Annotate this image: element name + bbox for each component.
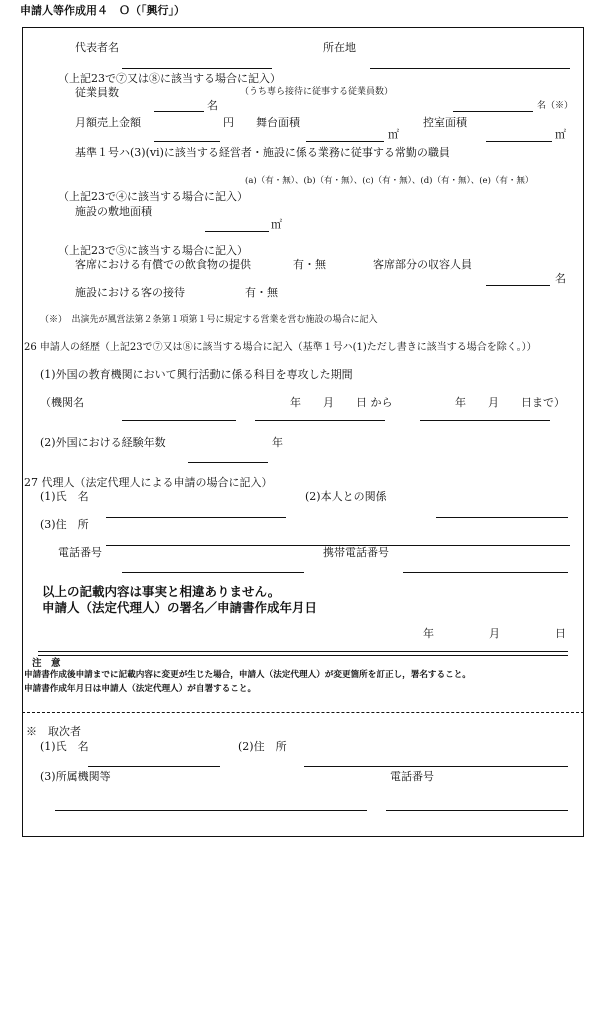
sales-label: 月額売上金額 (75, 116, 141, 129)
institution-field[interactable] (122, 420, 236, 421)
mobile-field[interactable] (403, 572, 568, 573)
phone-field[interactable] (122, 572, 304, 573)
relation-field[interactable] (436, 517, 568, 518)
employees-label: 従業員数 (75, 86, 119, 99)
sec26-heading: 26 申請人の経歴（上記23で⑦又は⑧に該当する場合に記入（基準１号ハ(1)ただし書きに該当する場合を除く。）） (24, 342, 537, 353)
intermediary-address-field[interactable] (304, 766, 568, 767)
phone-label: 電話番号 (58, 546, 102, 559)
sec78-heading: （上記23で⑦又は⑧に該当する場合に記入） (58, 72, 281, 85)
food-label: 客席における有償での飲食物の提供 (75, 258, 251, 271)
declaration-line1: 以上の記載内容は事実と相違ありません。 (42, 584, 281, 599)
period-from-label: 年 月 日 から (290, 396, 393, 409)
intermediary-org-label: (3)所属機関等 (40, 770, 111, 783)
rep-address-field[interactable] (370, 68, 570, 69)
notice-line1: 申請書作成後申請までに記載内容に変更が生じた場合，申請人（法定代理人）が変更箇所を訂正し，署名すること。 (24, 670, 471, 680)
intermediary-name-field[interactable] (88, 766, 220, 767)
sec5-heading: （上記23で⑤に該当する場合に記入） (58, 244, 248, 257)
agent-name-label: (1)氏 名 (40, 490, 89, 503)
staff-options[interactable]: (a)（有・無）、(b)（有・無）、(c)（有・無）、(d)（有・無）、(e)（有・無） (245, 176, 534, 186)
hosting-employees-field[interactable] (453, 111, 533, 112)
education-label: (1)外国の教育機関において興行活動に係る科目を専攻した期間 (40, 368, 353, 381)
note-star: （※） 出演先が風営法第２条第１項第１号に規定する営業を営む施設の場合に記入 (40, 315, 378, 325)
intermediary-mark: ※ 取次者 (26, 725, 81, 738)
sales-unit: 円 (223, 116, 234, 129)
rep-name-field[interactable] (122, 68, 272, 69)
seats-unit: 名 (555, 272, 566, 285)
relation-label: (2)本人との関係 (305, 490, 387, 503)
period-from-field[interactable] (255, 420, 385, 421)
stage-unit: ㎡ (388, 128, 399, 141)
intermediary-phone-label: 電話番号 (390, 770, 434, 783)
divider (22, 712, 584, 713)
hosting-label: 施設における客の接待 (75, 286, 185, 299)
experience-field[interactable] (188, 462, 268, 463)
notice-title: 注 意 (32, 658, 61, 669)
sales-field[interactable] (154, 141, 220, 142)
food-options[interactable]: 有・無 (293, 258, 326, 271)
green-room-label: 控室面積 (423, 116, 467, 129)
site-area-unit: ㎡ (271, 218, 282, 231)
institution-label: （機関名 (40, 396, 84, 409)
rep-name-label: 代表者名 (75, 41, 119, 54)
site-area-field[interactable] (205, 231, 269, 232)
staff-label: 基準１号ハ(3)(ⅵ)に該当する経営者・施設に係る業務に従事する常勤の職員 (75, 146, 450, 159)
stage-label: 舞台面積 (256, 116, 300, 129)
period-to-field[interactable] (420, 420, 550, 421)
seats-field[interactable] (486, 285, 550, 286)
declaration-line2: 申請人（法定代理人）の署名／申請書作成年月日 (42, 600, 318, 615)
employees-field[interactable] (154, 111, 204, 112)
employees-note: （うち専ら接待に従事する従業員数） (240, 87, 394, 97)
rep-address-label: 所在地 (323, 41, 356, 54)
period-to-label: 年 月 日まで） (455, 396, 565, 409)
form-header: 申請人等作成用４ Ｏ（「興行」） (20, 4, 185, 17)
intermediary-phone-field[interactable] (386, 810, 568, 811)
sec27-heading: 27 代理人（法定代理人による申請の場合に記入） (24, 476, 273, 489)
seats-label: 客席部分の収容人員 (373, 258, 472, 271)
declaration-date: 年 月 日 (423, 627, 566, 640)
intermediary-org-field[interactable] (55, 810, 367, 811)
green-room-field[interactable] (486, 141, 552, 142)
signature-field[interactable] (38, 651, 568, 656)
agent-address-label: (3)住 所 (40, 518, 89, 531)
intermediary-address-label: (2)住 所 (238, 740, 287, 753)
stage-field[interactable] (306, 141, 384, 142)
employees-unit: 名 (207, 99, 218, 112)
site-area-label: 施設の敷地面積 (75, 205, 152, 218)
hosting-options[interactable]: 有・無 (245, 286, 278, 299)
notice-line2: 申請書作成年月日は申請人（法定代理人）が自署すること。 (24, 684, 257, 694)
hosting-employees-unit: 名（※） (537, 101, 574, 111)
experience-label: (2)外国における経験年数 (40, 436, 166, 449)
sec4-heading: （上記23で④に該当する場合に記入） (58, 190, 248, 203)
mobile-label: 携帯電話番号 (323, 546, 389, 559)
agent-name-field[interactable] (106, 517, 286, 518)
experience-unit: 年 (272, 436, 283, 449)
intermediary-name-label: (1)氏 名 (40, 740, 89, 753)
green-room-unit: ㎡ (555, 128, 566, 141)
